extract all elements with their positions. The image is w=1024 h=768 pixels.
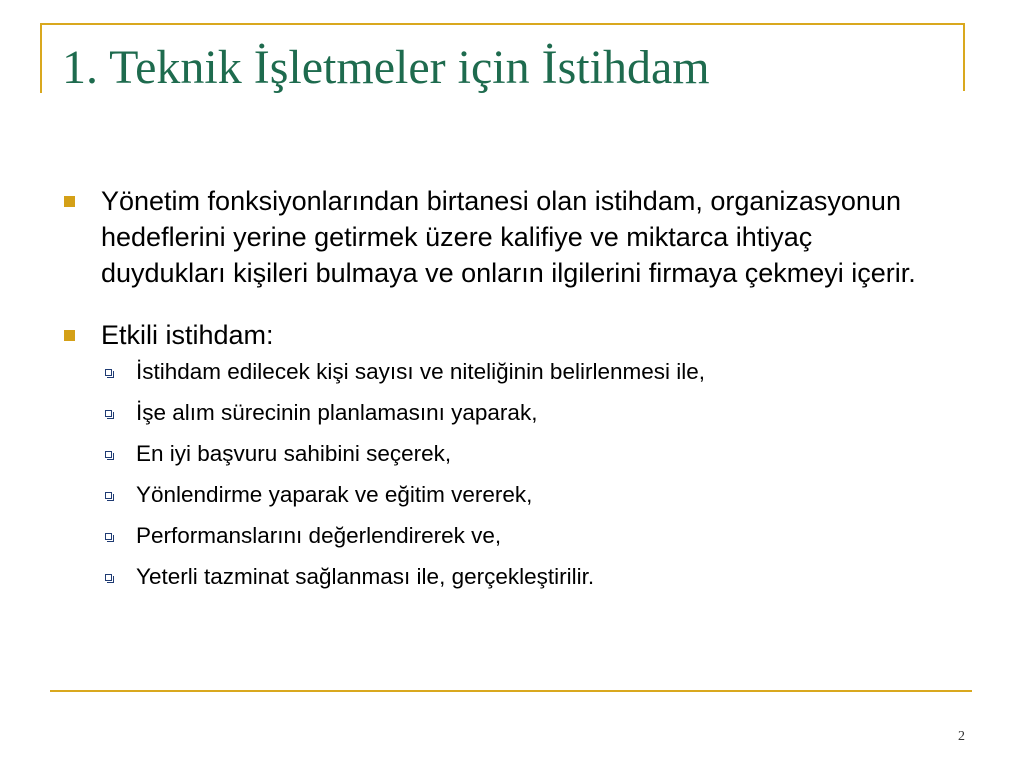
bullet-item [62,317,942,353]
sub-bullet-text: Performanslarını değerlendirerek ve, [136,523,502,548]
title-frame-top-line [40,23,965,25]
sub-bullet-list [62,357,942,591]
hollow-square-bullet-icon [105,369,112,376]
hollow-square-bullet-icon [105,492,112,499]
sub-bullet-item [62,480,942,509]
gold-square-bullet-icon [64,330,75,341]
hollow-square-bullet-icon [105,451,112,458]
sub-bullet-text: Yeterli tazminat sağlanması ile, gerçekleştirilir. [136,564,595,589]
slide-content [62,183,942,603]
bullet-text: Etkili istihdam: [101,320,274,350]
footer-divider [50,690,972,692]
sub-bullet-text: İşe alım sürecinin planlamasını yaparak, [136,400,538,425]
hollow-square-bullet-icon [105,574,112,581]
bullet-text: Yönetim fonksiyonlarından birtanesi olan istihdam, organizasyonun hedeflerini yerine getirmek üzere kalifiye ve miktarca ihtiyaç duydukları kişileri bulmaya ve onların ilgilerini firmaya çekmeyi içerir. [101,186,916,288]
sub-bullet-item [62,521,942,550]
sub-bullet-item [62,439,942,468]
sub-bullet-item [62,357,942,386]
title-frame-right-line [963,23,965,91]
hollow-square-bullet-icon [105,410,112,417]
gold-square-bullet-icon [64,196,75,207]
title-frame-left-line [40,23,42,93]
sub-bullet-text: En iyi başvuru sahibini seçerek, [136,441,452,466]
sub-bullet-item [62,562,942,591]
bullet-item [62,183,942,291]
hollow-square-bullet-icon [105,533,112,540]
sub-bullet-text: Yönlendirme yaparak ve eğitim vererek, [136,482,533,507]
slide-title: 1. Teknik İşletmeler için İstihdam [62,41,710,94]
sub-bullet-item [62,398,942,427]
page-number: 2 [958,729,965,744]
sub-bullet-text: İstihdam edilecek kişi sayısı ve niteliğinin belirlenmesi ile, [136,359,705,384]
